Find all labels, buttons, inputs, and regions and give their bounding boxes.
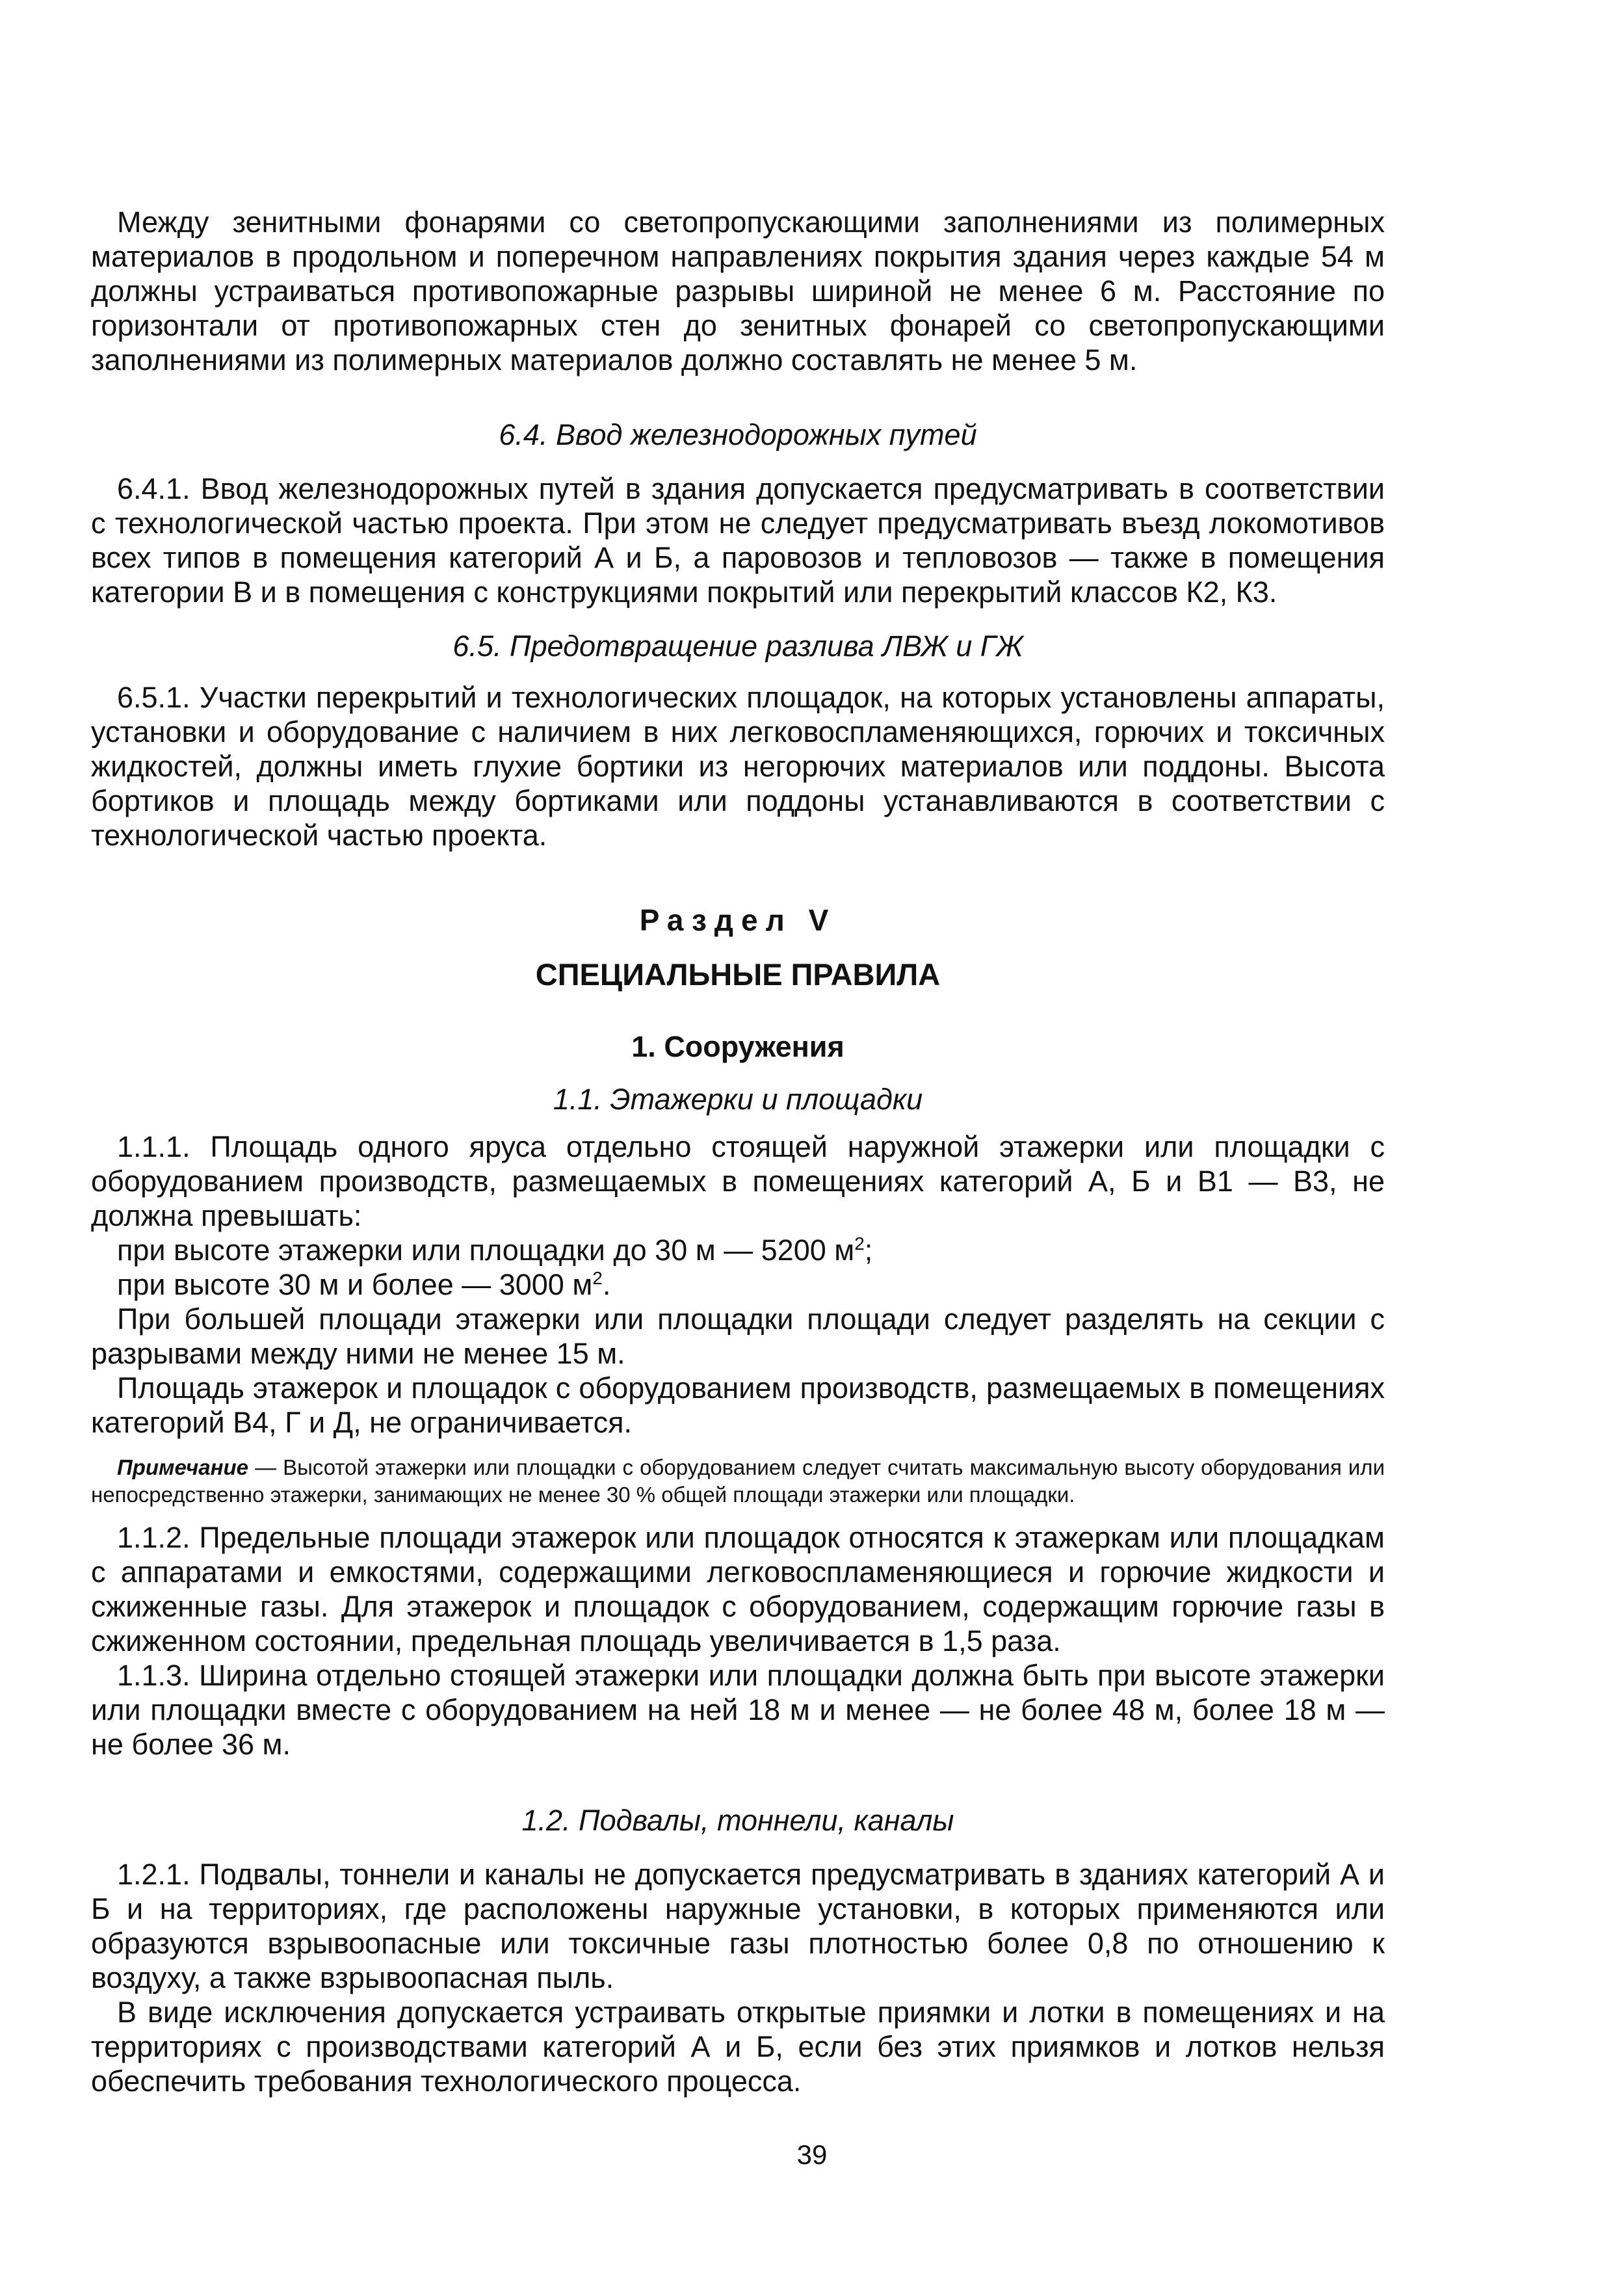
note-text: — Высотой этажерки или площадки с оборудованием следует считать максимальную высоту оборудования или непосредственно этажерки, занимающих не менее 30 % общей площади этажерки или площадки. xyxy=(91,1455,1385,1507)
section-title: СПЕЦИАЛЬНЫЕ ПРАВИЛА xyxy=(535,957,941,992)
paragraph-1-1-1: 1.1.1. Площадь одного яруса отдельно стоящей наружной этажерки или площадки с оборудованием производств, размещаемых в помещениях категорий А, Б и В1 — В3, не должна превышать: xyxy=(91,1130,1385,1232)
section-label: Раздел V xyxy=(639,903,837,937)
document-page xyxy=(91,205,1385,2098)
paragraph-6-5-1: 6.5.1. Участки перекрытий и технологических площадок, на которых установлены аппараты, установки и оборудование с наличием в них легковоспламеняющихся, горючих и токсичных жидкостей, должны иметь глухие бортики из негорючих материалов или поддоны. Высота бортиков и площадь между бортиками или поддоны устанавливаются в соответствии с технологической частью проекта. xyxy=(91,681,1385,852)
list-item-end: ; xyxy=(864,1234,873,1267)
subsection-title-6-4: 6.4. Ввод железнодорожных путей xyxy=(499,418,977,451)
superscript: 2 xyxy=(592,1268,603,1288)
list-item-height-30 xyxy=(91,1233,1385,1267)
paragraph-1-1-2: 1.1.2. Предельные площади этажерок или площадок относятся к этажеркам или площадкам с аппаратами и емкостями, содержащими легковоспламеняющиеся и горючие жидкости и сжиженные газы. Для этажерок и площадок с оборудованием, содержащим горючие газы в сжиженном состоянии, предельная площадь увеличивается в 1,5 раза. xyxy=(91,1521,1385,1657)
list-item-text: при высоте этажерки или площадки до 30 м — 5200 м xyxy=(117,1234,855,1267)
paragraph-v4-categories: Площадь этажерок и площадок с оборудованием производств, размещаемых в помещениях категорий В4, Г и Д, не ограничивается. xyxy=(91,1371,1385,1439)
subsection-title-1-2: 1.2. Подвалы, тоннели, каналы xyxy=(521,1804,954,1837)
note-paragraph xyxy=(91,1454,1385,1509)
chapter-heading: 1. Сооружения xyxy=(631,1030,845,1063)
list-item-text: при высоте 30 м и более — 3000 м xyxy=(117,1268,593,1301)
subsection-title-1-1: 1.1. Этажерки и площадки xyxy=(553,1083,923,1116)
note-label: Примечание xyxy=(117,1455,249,1479)
paragraph-exception: В виде исключения допускается устраивать открытые приямки и лотки в помещениях и на территориях с производствами категорий А и Б, если без этих приямков и лотков нельзя обеспечить требования технологического процесса. xyxy=(91,1996,1385,2098)
subsection-title-6-5: 6.5. Предотвращение разлива ЛВЖ и ГЖ xyxy=(452,629,1023,663)
list-item-height-over-30 xyxy=(91,1267,1385,1302)
superscript: 2 xyxy=(854,1234,865,1254)
paragraph-1-2-1: 1.2.1. Подвалы, тоннели и каналы не допускается предусматривать в зданиях категорий А и Б и на территориях, где расположены наружные установки, в которых применяются или образуются взрывоопасные или токсичные газы плотностью более 0,8 по отношению к воздуху, а также взрывоопасная пыль. xyxy=(91,1858,1385,1994)
paragraph-larger-area: При большей площади этажерки или площадки площади следует разделять на секции с разрывами между ними не менее 15 м. xyxy=(91,1302,1385,1370)
list-item-end: . xyxy=(602,1268,611,1301)
intro-paragraph: Между зенитными фонарями со светопропускающими заполнениями из полимерных материалов в продольном и поперечном направлениях покрытия здания через каждые 54 м должны устраиваться противопожарные разрывы шириной не менее 6 м. Расстояние по горизонтали от противопожарных стен до зенитных фонарей со светопропускающими заполнениями из полимерных материалов должно составлять не менее 5 м. xyxy=(91,205,1385,376)
paragraph-6-4-1: 6.4.1. Ввод железнодорожных путей в здания допускается предусматривать в соответствии с технологической частью проекта. При этом не следует предусматривать въезд локомотивов всех типов в помещения категорий А и Б, а паровозов и тепловозов — также в помещения категории В и в помещения с конструкциями покрытий или перекрытий классов К2, К3. xyxy=(91,472,1385,609)
page-number: 39 xyxy=(796,2139,828,2170)
paragraph-1-1-3: 1.1.3. Ширина отдельно стоящей этажерки или площадки должна быть при высоте этажерки или площадки вместе с оборудованием на ней 18 м и менее — не более 48 м, более 18 м — не более 36 м. xyxy=(91,1659,1385,1761)
